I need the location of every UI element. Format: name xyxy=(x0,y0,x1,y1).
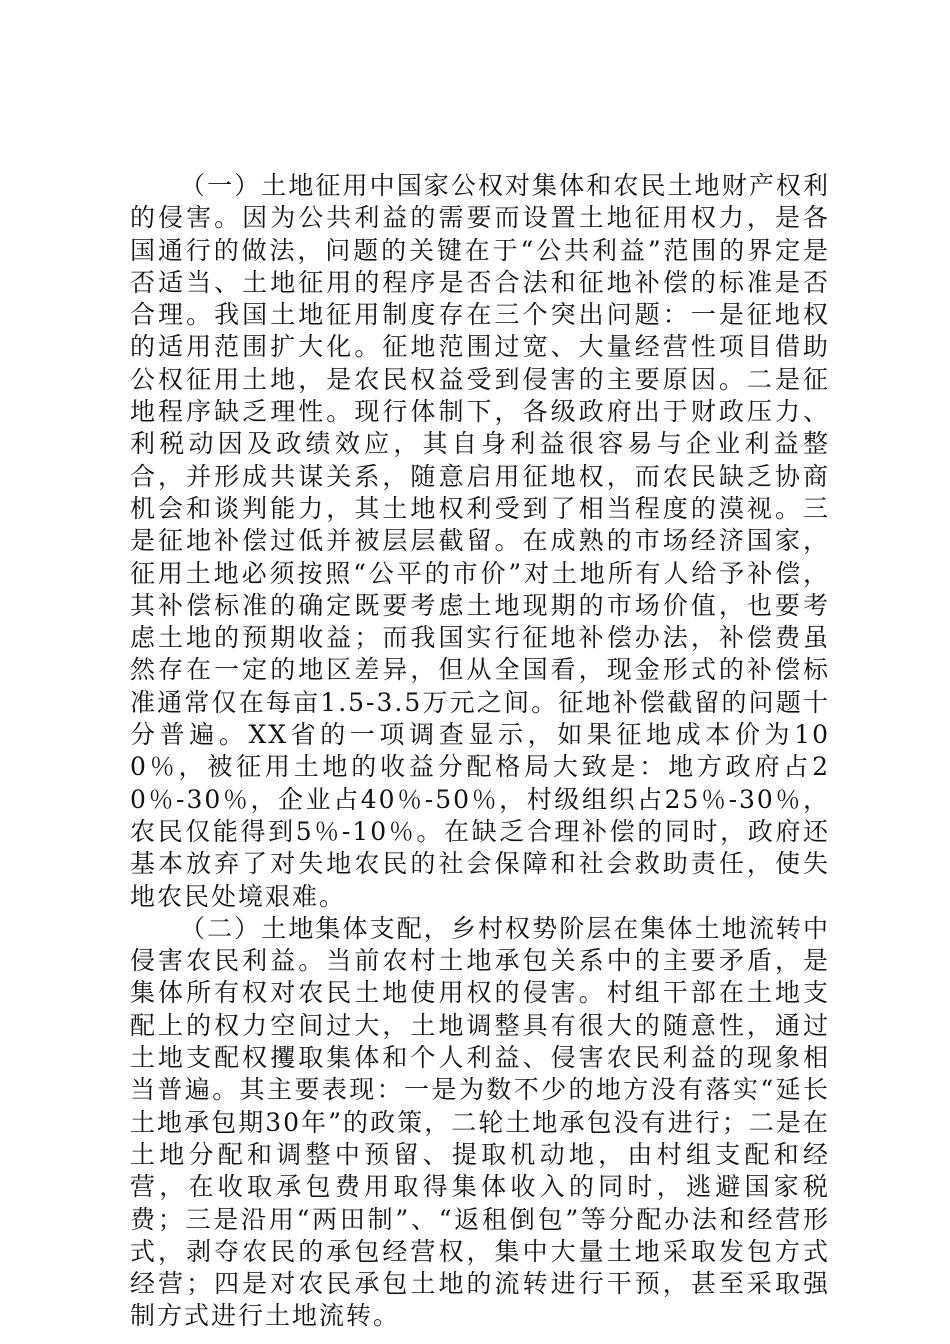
paragraph-collective-land-control: （二）土地集体支配，乡村权势阶层在集体土地流转中侵害农民利益。当前农村土地承包关系中的主要矛盾，是集体所有权对农民土地使用权的侵害。村组干部在土地支配上的权力空间过大，土地调整具有很大的随意性，通过土地支配权攫取集体和个人利益、侵害农民利益的现象相当普遍。其主要表现：一是为数不少的地方没有落实“延长土地承包期30年”的政策，二轮土地承包没有进行；二是在土地分配和调整中预留、提取机动地，由村组支配和经营，在收取承包费用取得集体收入的同时，逃避国家税费；三是沿用“两田制”、“返租倒包”等分配办法和经营形式，剥夺农民的承包经营权，集中大量土地采取发包方式经营；四是对农民承包土地的流转进行干预，甚至采取强制方式进行土地流转。 xyxy=(130,913,830,1331)
document-body xyxy=(130,170,830,1333)
paragraph-land-expropriation: （一）土地征用中国家公权对集体和农民土地财产权利的侵害。因为公共利益的需要而设置土地征用权力，是各国通行的做法，问题的关键在于“公共利益”范围的界定是否适当、土地征用的程序是否合法和征地补偿的标准是否合理。我国土地征用制度存在三个突出问题：一是征地权的适用范围扩大化。征地范围过宽、大量经营性项目借助公权征用土地，是农民权益受到侵害的主要原因。二是征地程序缺乏理性。现行体制下，各级政府出于财政压力、利税动因及政绩效应，其自身利益很容易与企业利益整合，并形成共谋关系，随意启用征地权，而农民缺乏协商机会和谈判能力，其土地权利受到了相当程度的漠视。三是征地补偿过低并被层层截留。在成熟的市场经济国家，征用土地必须按照“公平的市价”对土地所有人给予补偿，其补偿标准的确定既要考虑土地现期的市场价值，也要考虑土地的预期收益；而我国实行征地补偿办法，补偿费虽然存在一定的地区差异，但从全国看，现金形式的补偿标准通常仅在每亩1.5-3.5万元之间。征地补偿截留的问题十分普遍。XX省的一项调查显示，如果征地成本价为100％，被征用土地的收益分配格局大致是：地方政府占20％-30％，企业占40％-50％，村级组织占25％-30％，农民仅能得到5％-10％。在缺乏合理补偿的同时，政府还基本放弃了对失地农民的社会保障和社会救助责任，使失地农民处境艰难。 xyxy=(130,171,830,911)
